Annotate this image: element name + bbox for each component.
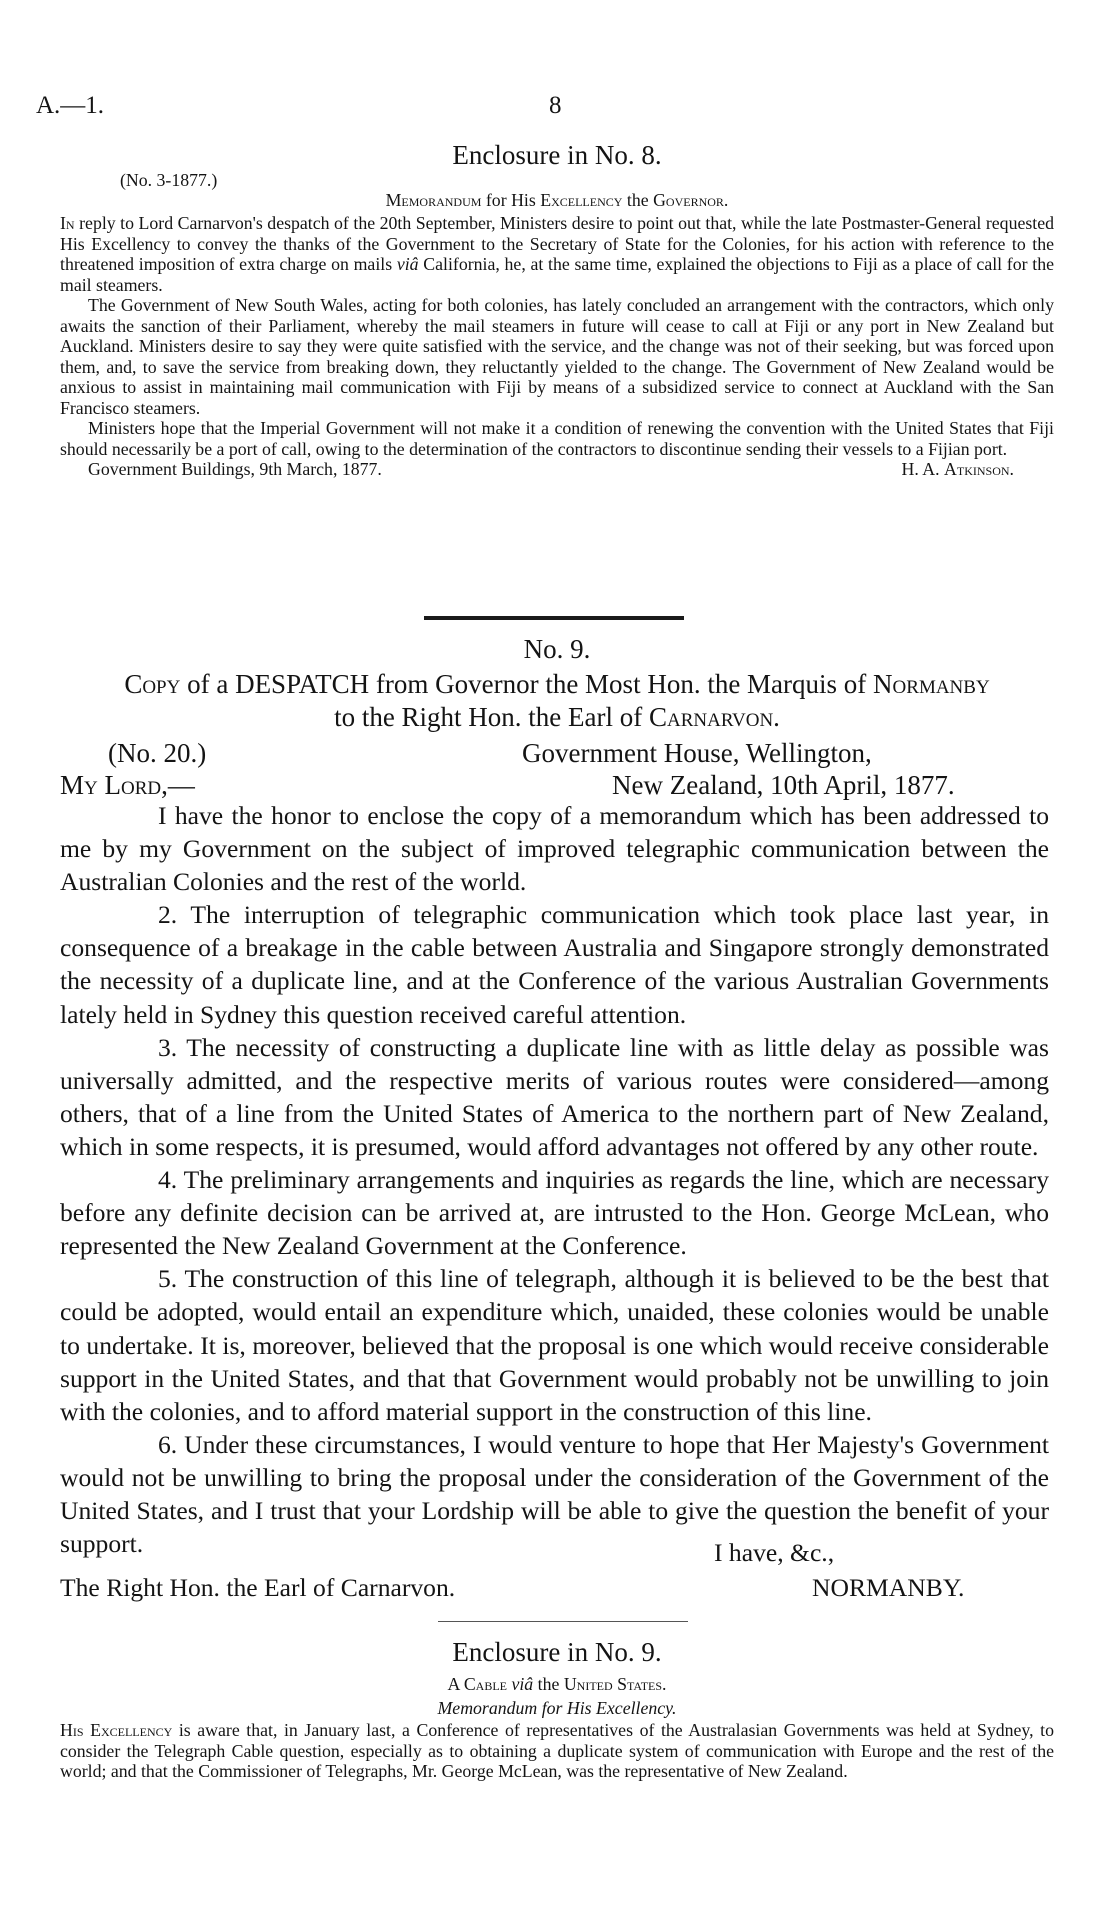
addressee: The Right Hon. the Earl of Carnarvon. — [60, 1573, 456, 1602]
despatch-paragraph-3: 3. The necessity of constructing a duplicate line with as little delay as possible was universally admitted, and the respective merits of various routes were considered—among others, that of a line from the United States of America to the northern part of New Zealand, which in some respects, it is presumed, would afford advantages not offered by any other route. — [60, 1032, 1049, 1161]
despatch-body — [60, 799, 1049, 1560]
cable-subheading: A Cable viâ the United States. — [447, 1674, 667, 1694]
memorandum-paragraph-1: In reply to Lord Carnarvon's despatch of the 20th September, Ministers desire to point out that, while the late Postmaster-General requested His Excellency to convey the thanks of the Government to the Secretary of State for the Colonies, for his action with reference to the threatened imposition of extra charge on mails viâ California, he, at the same time, explained the objections to Fiji as a place of call for the mail steamers. — [60, 213, 1054, 295]
place-date: Government Buildings, 9th March, 1877. — [88, 459, 382, 479]
short-divider — [438, 1621, 688, 1622]
despatch-number-heading: No. 9. — [523, 634, 591, 664]
enclosure-8-heading: Enclosure in No. 8. — [452, 140, 662, 170]
despatch-paragraph-6: 6. Under these circumstances, I would venture to hope that Her Majesty's Government would not be unwilling to bring the proposal under the consideration of the Government of the United States, and I trust that your Lordship will be able to give the question the benefit of your support. — [60, 1429, 1049, 1559]
memorandum-paragraph-2: The Government of New South Wales, acting for both colonies, has lately concluded an arrangement with the contractors, which only awaits the sanction of their Parliament, whereby the mail steamers in future will cease to call at Fiji or any port in New Zealand but Auckland. Ministers desire to say they were quite satisfied with the service, and the change was not of their seeking, but was forced upon them, and, to save the service from breaking down, they reluctantly yielded to the change. The Government of New Zealand would be anxious to assist in maintaining mail communication with Fiji by means of a subsidized service to connect at Auckland with the San Francisco steamers. — [60, 295, 1054, 418]
memorandum-paragraph-3: Ministers hope that the Imperial Government will not make it a condition of renewing the convention with the United States that Fiji should necessarily be a port of call, owing to the determination of the contractors to discontinue sending their vessels to a Fijian port. — [60, 418, 1054, 459]
memorandum-body — [60, 213, 1054, 480]
section-divider — [424, 616, 684, 620]
signature-atkinson: H. A. Atkinson. — [901, 459, 1014, 479]
despatch-reference: (No. 20.) — [108, 738, 207, 768]
address-line-2: New Zealand, 10th April, 1877. — [612, 770, 955, 800]
enclosure-8-reference: (No. 3-1877.) — [120, 170, 218, 190]
memorandum-signoff — [60, 459, 1054, 480]
closing-phrase: I have, &c., — [714, 1538, 835, 1567]
page-number: 8 — [549, 92, 562, 119]
memorandum-title: Memorandum for His Excellency. — [437, 1698, 677, 1718]
enclosure-9-body: His Excellency is aware that, in January last, a Conference of representatives of the Australasian Governments was held at Sydney, to consider the Telegraph Cable question, especially as to obtaining a duplicate system of communication with Europe and the rest of the world; and that the Commissioner of Telegraphs, Mr. George McLean, was the representative of New Zealand. — [60, 1720, 1054, 1781]
document-code: A.—1. — [36, 92, 105, 119]
despatch-paragraph-1: I have the honor to enclose the copy of a memorandum which has been addressed to me by my Government on the subject of improved telegraphic communication between the Australian Colonies and the rest of the world. — [60, 801, 1049, 897]
address-line-1: Government House, Wellington, — [522, 738, 872, 768]
despatch-paragraph-2: 2. The interruption of telegraphic communication which took place last year, in consequence of a breakage in the cable between Australia and Singapore strongly demonstrated the necessity of a duplicate line, and at the Conference of the various Australian Governments lately held in Sydney this question received careful attention. — [60, 900, 1049, 1029]
signature-normanby: NORMANBY. — [812, 1573, 965, 1602]
despatch-title: Copy of a DESPATCH from Governor the Most Hon. the Marquis of Normanby to the Right Hon. the Earl of Carnarvon. — [124, 669, 990, 732]
enclosure-9-heading: Enclosure in No. 9. — [452, 1637, 662, 1667]
memorandum-heading: Memorandum for His Excellency the Governor. — [385, 190, 729, 210]
despatch-paragraph-4: 4. The preliminary arrangements and inquiries as regards the line, which are necessary before any definite decision can be arrived at, are intrusted to the Hon. George McLean, who represented the New Zealand Government at the Conference. — [60, 1165, 1049, 1261]
salutation: My Lord,— — [60, 770, 195, 800]
despatch-paragraph-5: 5. The construction of this line of telegraph, although it is believed to be the best that could be adopted, would entail an expenditure which, unaided, these colonies would be unable to undertake. It is, moreover, believed that the proposal is one which would receive considerable support in the United States, and that that Government would probably not be unwilling to join with the colonies, and to afford material support in the construction of this line. — [60, 1264, 1049, 1426]
